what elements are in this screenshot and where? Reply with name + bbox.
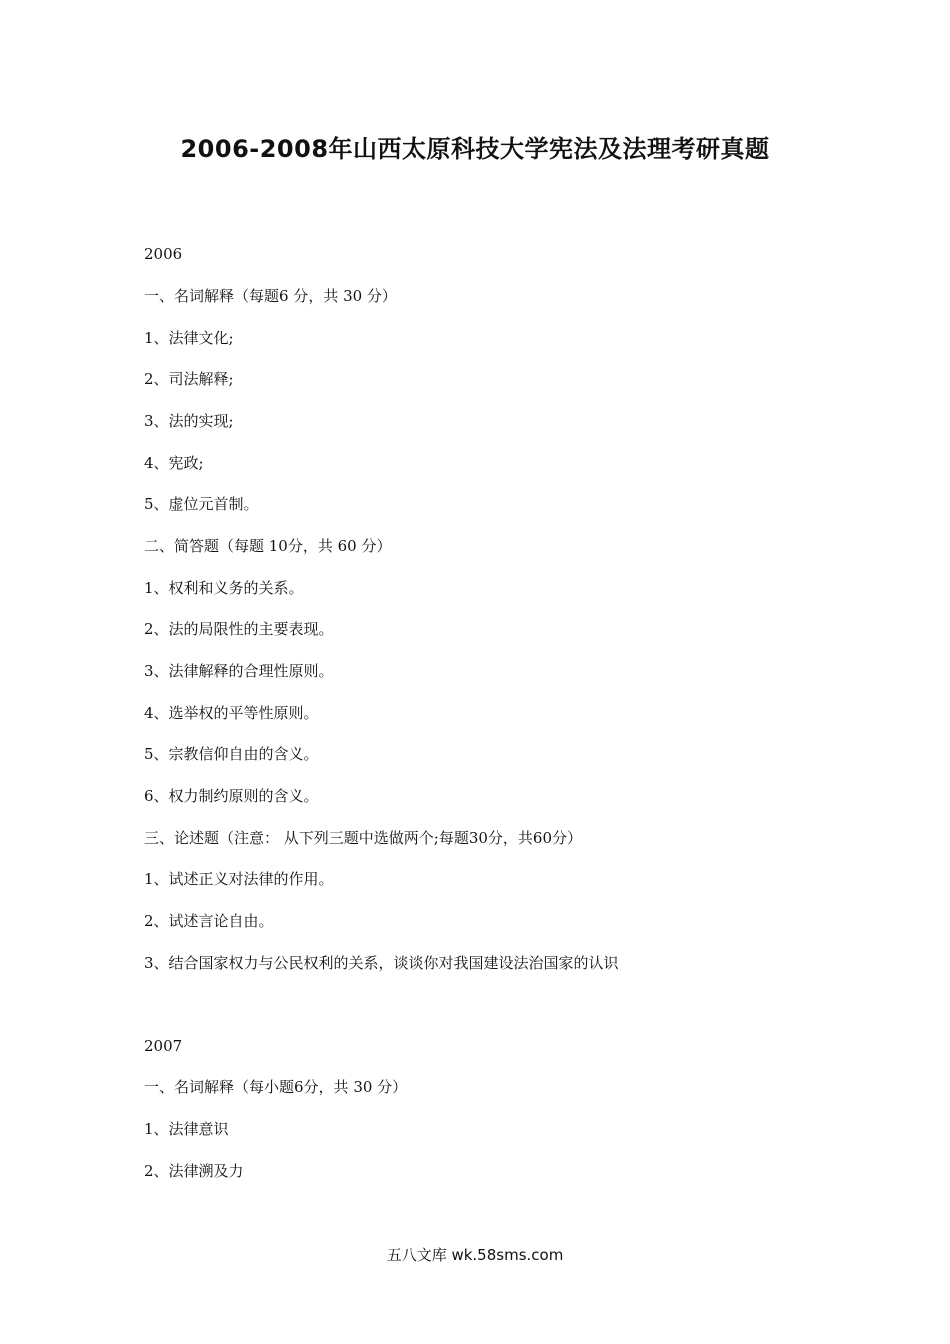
list-item: 3、结合国家权力与公民权利的关系，谈谈你对我国建设法治国家的认识: [144, 954, 619, 972]
list-item: 1、权利和义务的关系。: [144, 579, 304, 597]
list-item: 5、虚位元首制。: [144, 495, 259, 513]
list-item: 4、选举权的平等性原则。: [144, 704, 319, 722]
section-heading-2006-part3: 三、论述题（注意： 从下列三题中选做两个;每题30分，共60分）: [144, 829, 582, 847]
list-item: 4、宪政;: [144, 454, 204, 472]
list-item: 2、法的局限性的主要表现。: [144, 620, 334, 638]
list-item: 1、法律文化;: [144, 329, 234, 347]
list-item: 6、权力制约原则的含义。: [144, 787, 319, 805]
document-title: 2006-2008年山西太原科技大学宪法及法理考研真题: [180, 135, 770, 163]
section-heading-2006-part1: 一、名词解释（每题6 分，共 30 分）: [144, 287, 397, 305]
list-item: 5、宗教信仰自由的含义。: [144, 745, 319, 763]
list-item: 2、司法解释;: [144, 370, 234, 388]
list-item: 3、法律解释的合理性原则。: [144, 662, 334, 680]
list-item: 1、法律意识: [144, 1120, 229, 1138]
list-item: 3、法的实现;: [144, 412, 234, 430]
section-heading-2007-part1: 一、名词解释（每小题6分，共 30 分）: [144, 1078, 408, 1096]
section-heading-2006-part2: 二、简答题（每题 10分，共 60 分）: [144, 537, 392, 555]
list-item: 1、试述正义对法律的作用。: [144, 870, 334, 888]
footer-watermark: 五八文库 wk.58sms.com: [386, 1246, 564, 1264]
year-heading-2007: 2007: [144, 1037, 183, 1055]
list-item: 2、试述言论自由。: [144, 912, 274, 930]
year-heading-2006: 2006: [144, 245, 183, 263]
list-item: 2、法律溯及力: [144, 1162, 244, 1180]
